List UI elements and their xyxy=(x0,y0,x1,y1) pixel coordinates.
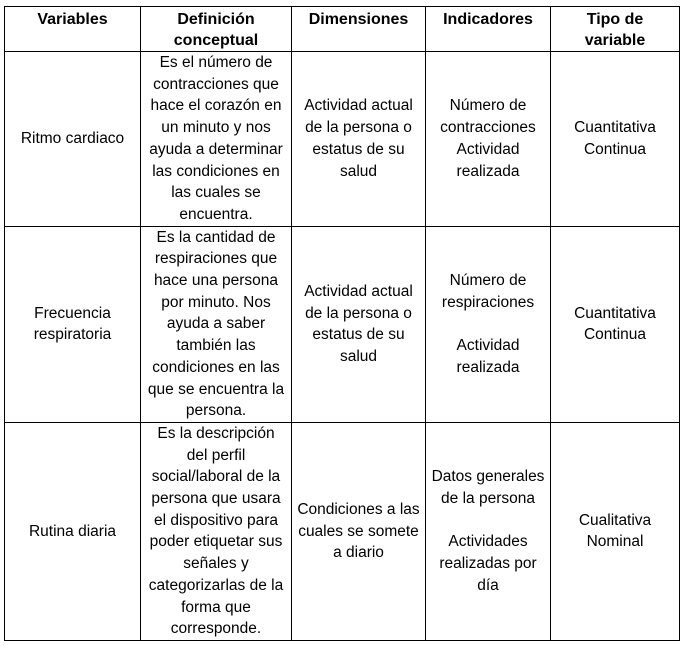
cell-line: respiraciones que xyxy=(154,250,278,268)
cell-line: también las xyxy=(176,337,256,355)
cell-indicators xyxy=(426,226,551,422)
cell-line: hace una persona xyxy=(153,272,279,290)
cell-line: Rutina diaria xyxy=(28,522,117,540)
cell-line: Continua xyxy=(583,140,647,158)
cell-line: persona. xyxy=(185,402,247,420)
cell-line: Datos generales xyxy=(431,468,545,486)
cell-line: encuentra. xyxy=(179,205,253,223)
cell-line: Actividad xyxy=(456,337,520,355)
cell-definition xyxy=(141,226,292,422)
cell-indicators xyxy=(426,422,551,640)
cell-variable xyxy=(5,226,141,422)
cell-line: ayuda a determinar xyxy=(149,140,283,158)
header-indicadores xyxy=(426,7,551,52)
cell-line: Es el número de xyxy=(159,54,273,71)
cell-line: realizada xyxy=(456,358,520,376)
header-variables-line: Variables xyxy=(37,11,108,28)
cell-definition xyxy=(141,52,292,227)
cell-line: de la persona xyxy=(441,490,535,508)
cell-line: Es la descripción xyxy=(157,424,275,442)
header-variables xyxy=(5,7,141,52)
cell-line: respiratoria xyxy=(33,326,112,344)
blank-line-spacer xyxy=(428,510,548,532)
table-row xyxy=(5,52,680,227)
cell-line: respiraciones xyxy=(441,293,535,311)
cell-type xyxy=(551,52,680,227)
cell-line: las condiciones en xyxy=(152,162,280,180)
cell-line: Es la cantidad de xyxy=(156,228,276,246)
header-indicadores-line: Indicadores xyxy=(443,11,533,28)
cell-line: corresponde. xyxy=(170,620,262,638)
cell-line: Actividad actual xyxy=(304,282,413,300)
cell-line: estatus de su xyxy=(312,140,405,158)
cell-line: realizada xyxy=(456,162,520,180)
cell-line: social/laboral de la xyxy=(151,468,281,486)
header-tipo xyxy=(551,7,680,52)
table-row xyxy=(5,226,680,422)
cell-line: ayuda a saber xyxy=(166,315,266,333)
cell-line: Nominal xyxy=(586,533,644,551)
cell-line: Continua xyxy=(583,326,647,344)
cell-definition xyxy=(141,422,292,640)
cell-line: Ritmo cardiaco xyxy=(20,129,125,147)
cell-line: de la persona o xyxy=(305,304,412,322)
cell-variable xyxy=(5,52,141,227)
cell-type xyxy=(551,226,680,422)
cell-line: estatus de su xyxy=(312,326,405,344)
cell-line: salud xyxy=(339,347,378,365)
header-dimensiones-line: Dimensiones xyxy=(308,11,409,28)
cell-line: realizadas por xyxy=(439,555,537,573)
cell-line: Número de xyxy=(449,97,527,115)
cell-variable xyxy=(5,422,141,640)
header-tipo-line: Tipo de xyxy=(586,11,644,28)
cell-line: del perfil xyxy=(186,446,246,464)
cell-line: señales y xyxy=(183,555,249,573)
cell-line: Cuantitativa xyxy=(574,304,656,322)
cell-line: de la persona o xyxy=(305,119,412,137)
cell-line: Actividad xyxy=(456,140,520,158)
cell-line: Frecuencia xyxy=(34,304,111,322)
variables-table xyxy=(4,6,680,641)
cell-line: contracciones que xyxy=(153,75,279,93)
cell-line: el dispositivo para xyxy=(153,511,279,529)
blank-line-spacer xyxy=(428,313,548,335)
header-row xyxy=(5,7,680,52)
header-definicion xyxy=(141,7,292,52)
cell-line: forma que xyxy=(181,598,251,616)
cell-line: las cuales se xyxy=(171,184,261,202)
cell-line: poder etiquetar sus xyxy=(149,533,283,551)
cell-line: Actividades xyxy=(448,533,528,551)
cell-indicators xyxy=(426,52,551,227)
cell-line: condiciones en las xyxy=(152,358,280,376)
cell-line: hace el corazón en xyxy=(150,97,282,115)
cell-line: cuales se somete xyxy=(298,522,419,540)
header-tipo-line: variable xyxy=(584,32,646,49)
header-definicion-line: Definición xyxy=(177,11,255,28)
cell-line: salud xyxy=(339,162,378,180)
header-definicion-line: conceptual xyxy=(173,32,259,49)
cell-line: Condiciones a las xyxy=(297,500,420,518)
cell-line: Actividad actual xyxy=(304,97,413,115)
cell-line: un minuto y nos xyxy=(161,119,271,137)
cell-line: persona que usara xyxy=(151,490,281,508)
table-row xyxy=(5,422,680,640)
cell-line: que se encuentra la xyxy=(147,380,285,398)
cell-line: Cualitativa xyxy=(578,511,652,529)
cell-line: Número de xyxy=(449,272,527,290)
cell-line: por minuto. Nos xyxy=(161,293,271,311)
cell-dimension xyxy=(292,226,426,422)
cell-line: día xyxy=(477,576,499,594)
header-dimensiones xyxy=(292,7,426,52)
cell-type xyxy=(551,422,680,640)
cell-line: contracciones xyxy=(440,119,536,137)
cell-line: categorizarlas de la xyxy=(148,576,284,594)
cell-dimension xyxy=(292,422,426,640)
cell-line: a diario xyxy=(333,544,384,562)
cell-dimension xyxy=(292,52,426,227)
cell-line: Cuantitativa xyxy=(574,119,656,137)
